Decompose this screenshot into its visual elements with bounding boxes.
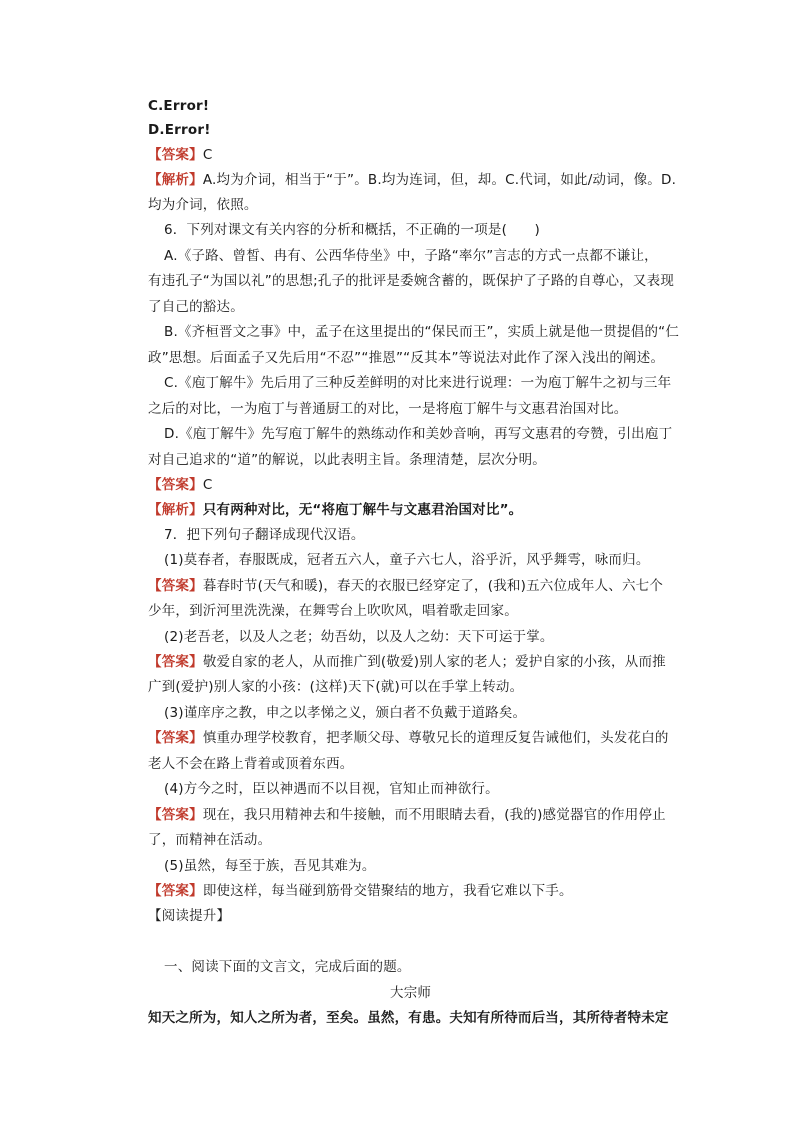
analysis-line: 【解析】只有两种对比，无“将庖丁解牛与文惠君治国对比”。: [148, 502, 523, 518]
option-a: A.《子路、曾皙、冉有、公西华侍坐》中，子路“率尔”言志的方式一点都不谦让，: [164, 248, 658, 264]
answer-line: 【答案】C: [148, 477, 213, 493]
text-line: 少年，到沂河里洗洗澡，在舞雩台上吹吹风，唱着歌走回家。: [148, 603, 518, 619]
question-6: 6．下列对课文有关内容的分析和概括，不正确的一项是( ): [164, 222, 540, 238]
option-c: C.《庖丁解牛》先后用了三种反差鲜明的对比来进行说理：一为庖丁解牛之初与三年: [164, 375, 672, 391]
sentence-5: (5)虽然，每至于族，吾见其难为。: [164, 858, 376, 874]
answer-tag: 【答案】: [148, 578, 203, 594]
analysis-line: 【解析】A.均为介词，相当于“于”。B.均为连词，但，却。C.代词，如此/动词，像。D.: [148, 172, 677, 188]
answer-tag: 【答案】: [148, 730, 203, 746]
reading-instruction: 一、阅读下面的文言文，完成后面的题。: [164, 959, 411, 975]
answer-line: 【答案】即使这样，每当碰到筋骨交错聚结的地方，我看它难以下手。: [148, 883, 573, 899]
answer-tag: 【答案】: [148, 654, 203, 670]
answer-line: 【答案】C: [148, 147, 213, 163]
text-line: 有违孔子“为国以礼”的思想;孔子的批评是委婉含蓄的，既保护了子路的自尊心，又表现: [148, 273, 675, 289]
text-line: 政”思想。后面孟子又先后用“不忍”“推恩”“反其本”等说法对此作了深入浅出的阐述。: [148, 350, 665, 366]
section-heading-reading: 【阅读提升】: [148, 908, 231, 924]
option-d: D.《庖丁解牛》先写庖丁解牛的熟练动作和美妙音响，再写文惠君的夸赞，引出庖丁: [164, 426, 673, 442]
answer-line: 【答案】暮春时节(天气和暖)，春天的衣服已经穿定了，(我和)五六位成年人、六七个: [148, 578, 664, 594]
passage-text: 知天之所为，知人之所为者，至矣。虽然，有患。夫知有所待而后当，其所待者特未定: [148, 1010, 669, 1026]
text-line: 均为介词，依照。: [148, 197, 258, 213]
sentence-1: (1)莫春者，春服既成，冠者五六人，童子六七人，浴乎沂，风乎舞雩，咏而归。: [164, 552, 650, 568]
answer-tag: 【答案】: [148, 477, 203, 493]
option-c-error: C.Error!: [148, 98, 210, 114]
sentence-4: (4)方今之时，臣以神遇而不以目视，官知止而神欲行。: [164, 781, 499, 797]
passage-title: 大宗师: [390, 985, 432, 1001]
text-line: 了，而精神在活动。: [148, 832, 272, 848]
text-line: 了自己的豁达。: [148, 299, 244, 315]
text-line: 之后的对比，一为庖丁与普通厨工的对比，一是将庖丁解牛与文惠君治国对比。: [148, 401, 628, 417]
analysis-tag: 【解析】: [148, 502, 203, 518]
text-line: 对自己追求的“道”的解说，以此表明主旨。条理清楚，层次分明。: [148, 452, 546, 468]
answer-line: 【答案】慎重办理学校教育，把孝顺父母、尊敬兄长的道理反复告诫他们，头发花白的: [148, 730, 669, 746]
analysis-tag: 【解析】: [148, 172, 203, 188]
answer-line: 【答案】敬爱自家的老人，从而推广到(敬爱)别人家的老人；爱护自家的小孩，从而推: [148, 654, 666, 670]
answer-tag: 【答案】: [148, 807, 203, 823]
answer-tag: 【答案】: [148, 883, 203, 899]
option-d-error: D.Error!: [148, 122, 211, 138]
sentence-2: (2)老吾老，以及人之老；幼吾幼，以及人之幼：天下可运于掌。: [164, 629, 554, 645]
text-line: 老人不会在路上背着或顶着东西。: [148, 756, 354, 772]
answer-line: 【答案】现在，我只用精神去和牛接触，而不用眼睛去看，(我的)感觉器官的作用停止: [148, 807, 666, 823]
option-b: B.《齐桓晋文之事》中，孟子在这里提出的“保民而王”，实质上就是他一贯提倡的“仁: [164, 324, 680, 340]
text-line: 广到(爱护)别人家的小孩：(这样)天下(就)可以在手掌上转动。: [148, 679, 524, 695]
answer-tag: 【答案】: [148, 147, 203, 163]
question-7: 7．把下列句子翻译成现代汉语。: [164, 527, 365, 543]
sentence-3: (3)谨庠序之教，申之以孝悌之义，颁白者不负戴于道路矣。: [164, 705, 527, 721]
